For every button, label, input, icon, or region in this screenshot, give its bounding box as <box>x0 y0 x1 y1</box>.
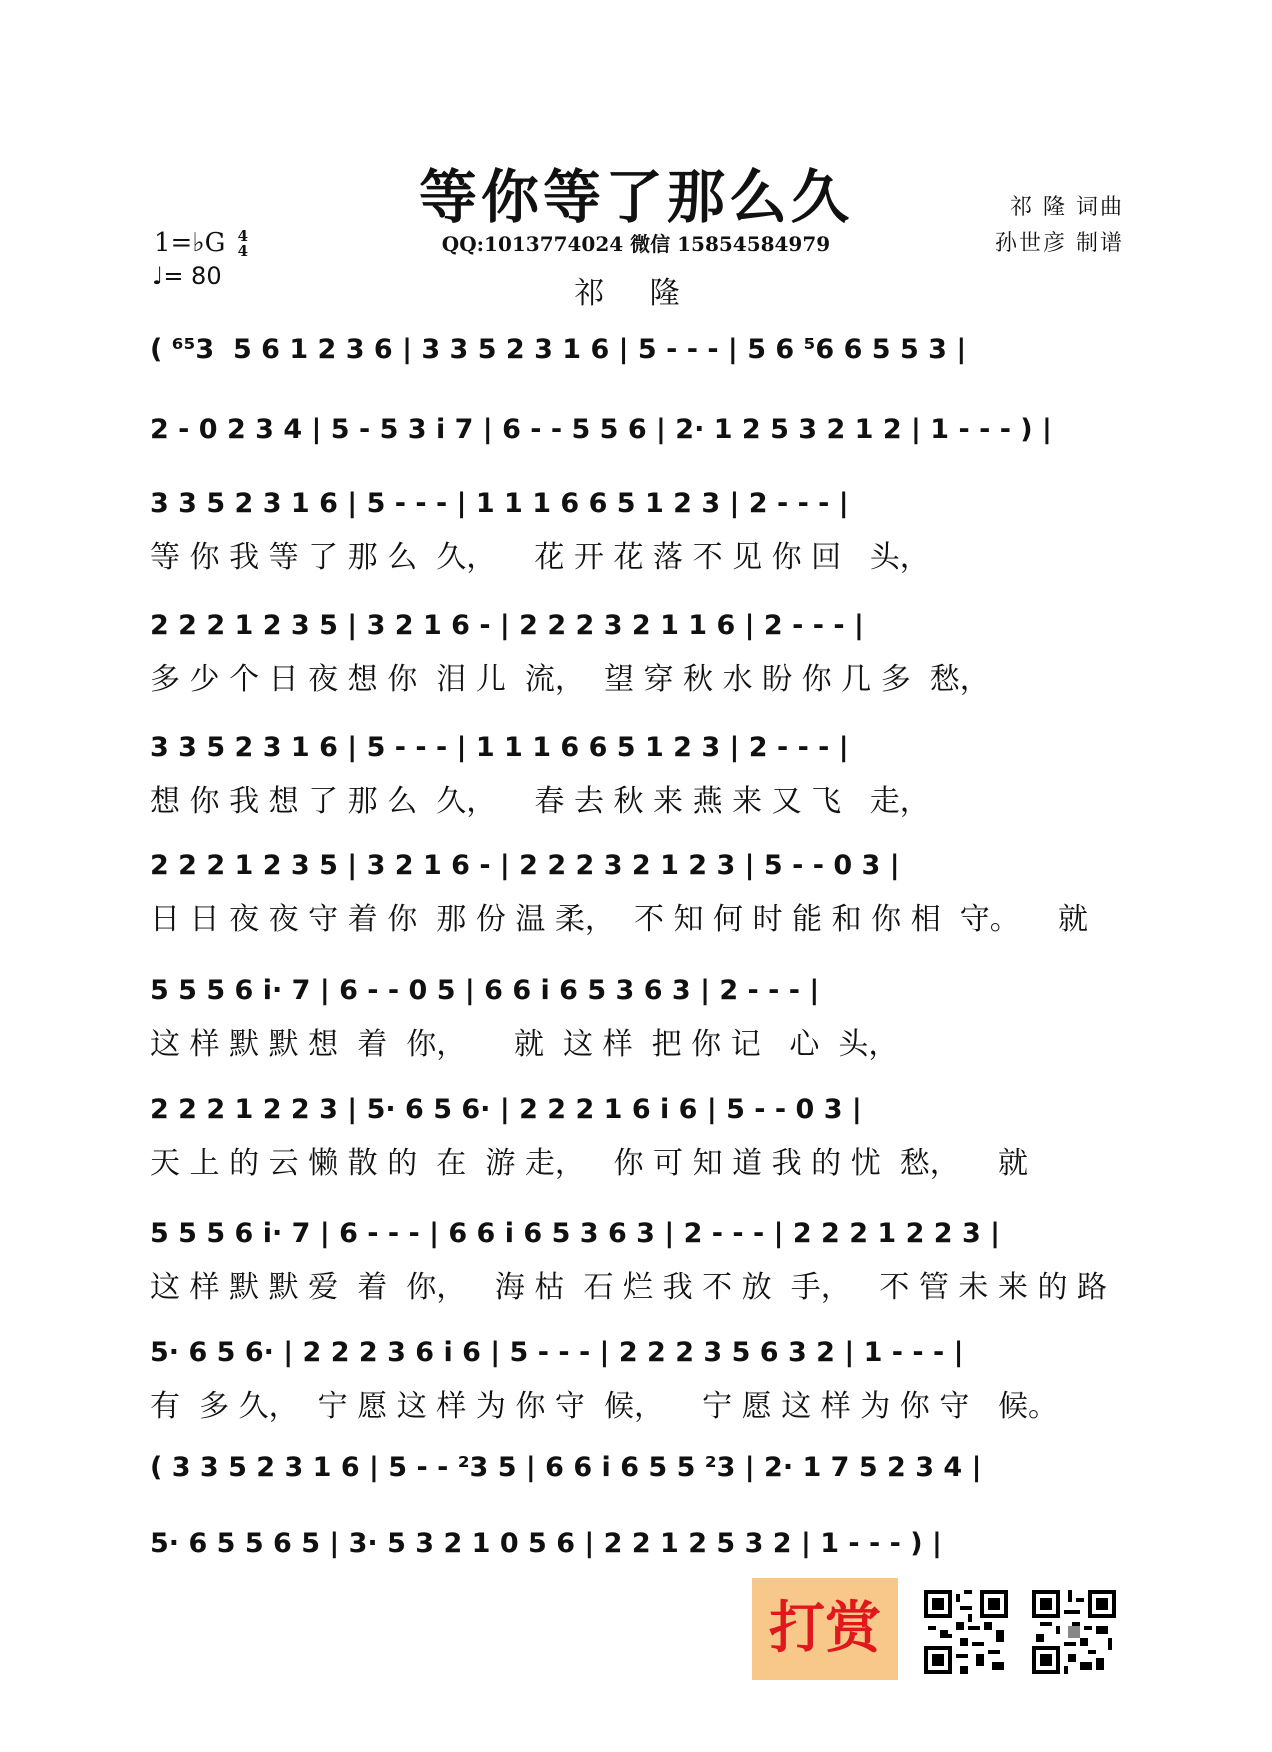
notes-line: 5· 6 5 6· | 2 2 2 3 6 i 6 | 5 - - - | 2 2 2 3 5 6 3 2 | 1 - - - | <box>150 1337 964 1368</box>
notes-line: 2 2 2 1 2 3 5 | 3 2 1 6 - | 2 2 2 3 2 1 1 6 | 2 - - - | <box>150 610 864 641</box>
lyrics-line: 多 少 个 日 夜 想 你 泪 儿 流， 望 穿 秋 水 盼 你 几 多 愁， <box>150 662 990 697</box>
lyrics-music-credit: 祁 隆 词曲 <box>1010 195 1124 220</box>
singer-name: 祁 隆 <box>574 276 698 311</box>
time-signature-top: 4 <box>237 227 249 245</box>
lyrics-line: 有 多 久， 宁 愿 这 样 为 你 守 候， 宁 愿 这 样 为 你 守 候。 <box>150 1389 1058 1424</box>
tip-button[interactable]: 打赏 <box>752 1578 898 1680</box>
notes-line: 5 5 5 6 i· 7 | 6 - - 0 5 | 6 6 i 6 5 3 6 3 | 2 - - - | <box>150 975 820 1006</box>
lyrics-line: 天 上 的 云 懒 散 的 在 游 走， 你 可 知 道 我 的 忧 愁， 就 <box>150 1146 1028 1181</box>
tempo-marking: ♩= 80 <box>152 262 222 290</box>
time-signature-bottom: 4 <box>237 242 249 260</box>
notes-line: 3 3 5 2 3 1 6 | 5 - - - | 1 1 1 6 6 5 1 2 3 | 2 - - - | <box>150 488 849 519</box>
notes-line: ( 3 3 5 2 3 1 6 | 5 - - ²3 5 | 6 6 i 6 5 5 ²3 | 2· 1 7 5 2 3 4 | <box>150 1452 982 1483</box>
notes-line: 2 2 2 1 2 2 3 | 5· 6 5 6· | 2 2 2 1 6 i 6 | 5 - - 0 3 | <box>150 1094 862 1125</box>
key-label: 1=♭G <box>154 228 226 258</box>
contact-info: QQ:1013774024 微信 15854584979 <box>441 232 831 256</box>
qr-code-icon <box>924 1590 1008 1674</box>
lyrics-line: 这 样 默 默 想 着 你， 就 这 样 把 你 记 心 头， <box>150 1027 899 1062</box>
key-signature <box>154 228 248 259</box>
time-signature <box>238 229 248 259</box>
qr-code-graphic <box>1032 1590 1116 1674</box>
lyrics-line: 等 你 我 等 了 那 么 久， 花 开 花 落 不 见 你 回 头， <box>150 540 930 575</box>
notes-line: 2 - 0 2 3 4 | 5 - 5 3 i 7 | 6 - - 5 5 6 | 2· 1 2 5 3 2 1 2 | 1 - - - ) | <box>150 414 1052 445</box>
arranger-credit: 孙世彦 制谱 <box>995 231 1124 256</box>
qr-code-icon <box>1032 1590 1116 1674</box>
lyrics-line: 这 样 默 默 爱 着 你， 海 枯 石 烂 我 不 放 手， 不 管 未 来 的 路 <box>150 1270 1108 1305</box>
notes-line: ( ⁶⁵3 5 6 1 2 3 6 | 3 3 5 2 3 1 6 | 5 - - - | 5 6 ⁵6 6 5 5 3 | <box>150 334 967 365</box>
song-title: 等你等了那么久 <box>418 163 853 231</box>
notes-line: 5· 6 5 5 6 5 | 3· 5 3 2 1 0 5 6 | 2 2 1 2 5 3 2 | 1 - - - ) | <box>150 1528 942 1559</box>
notes-line: 2 2 2 1 2 3 5 | 3 2 1 6 - | 2 2 2 3 2 1 2 3 | 5 - - 0 3 | <box>150 850 900 881</box>
lyrics-line: 想 你 我 想 了 那 么 久， 春 去 秋 来 燕 来 又 飞 走， <box>150 784 930 819</box>
notes-line: 5 5 5 6 i· 7 | 6 - - - | 6 6 i 6 5 3 6 3 | 2 - - - | 2 2 2 1 2 2 3 | <box>150 1218 1001 1249</box>
lyrics-line: 日 日 夜 夜 守 着 你 那 份 温 柔， 不 知 何 时 能 和 你 相 守。 就 <box>150 902 1088 937</box>
notes-line: 3 3 5 2 3 1 6 | 5 - - - | 1 1 1 6 6 5 1 2 3 | 2 - - - | <box>150 732 849 763</box>
qr-code-graphic <box>924 1590 1008 1674</box>
